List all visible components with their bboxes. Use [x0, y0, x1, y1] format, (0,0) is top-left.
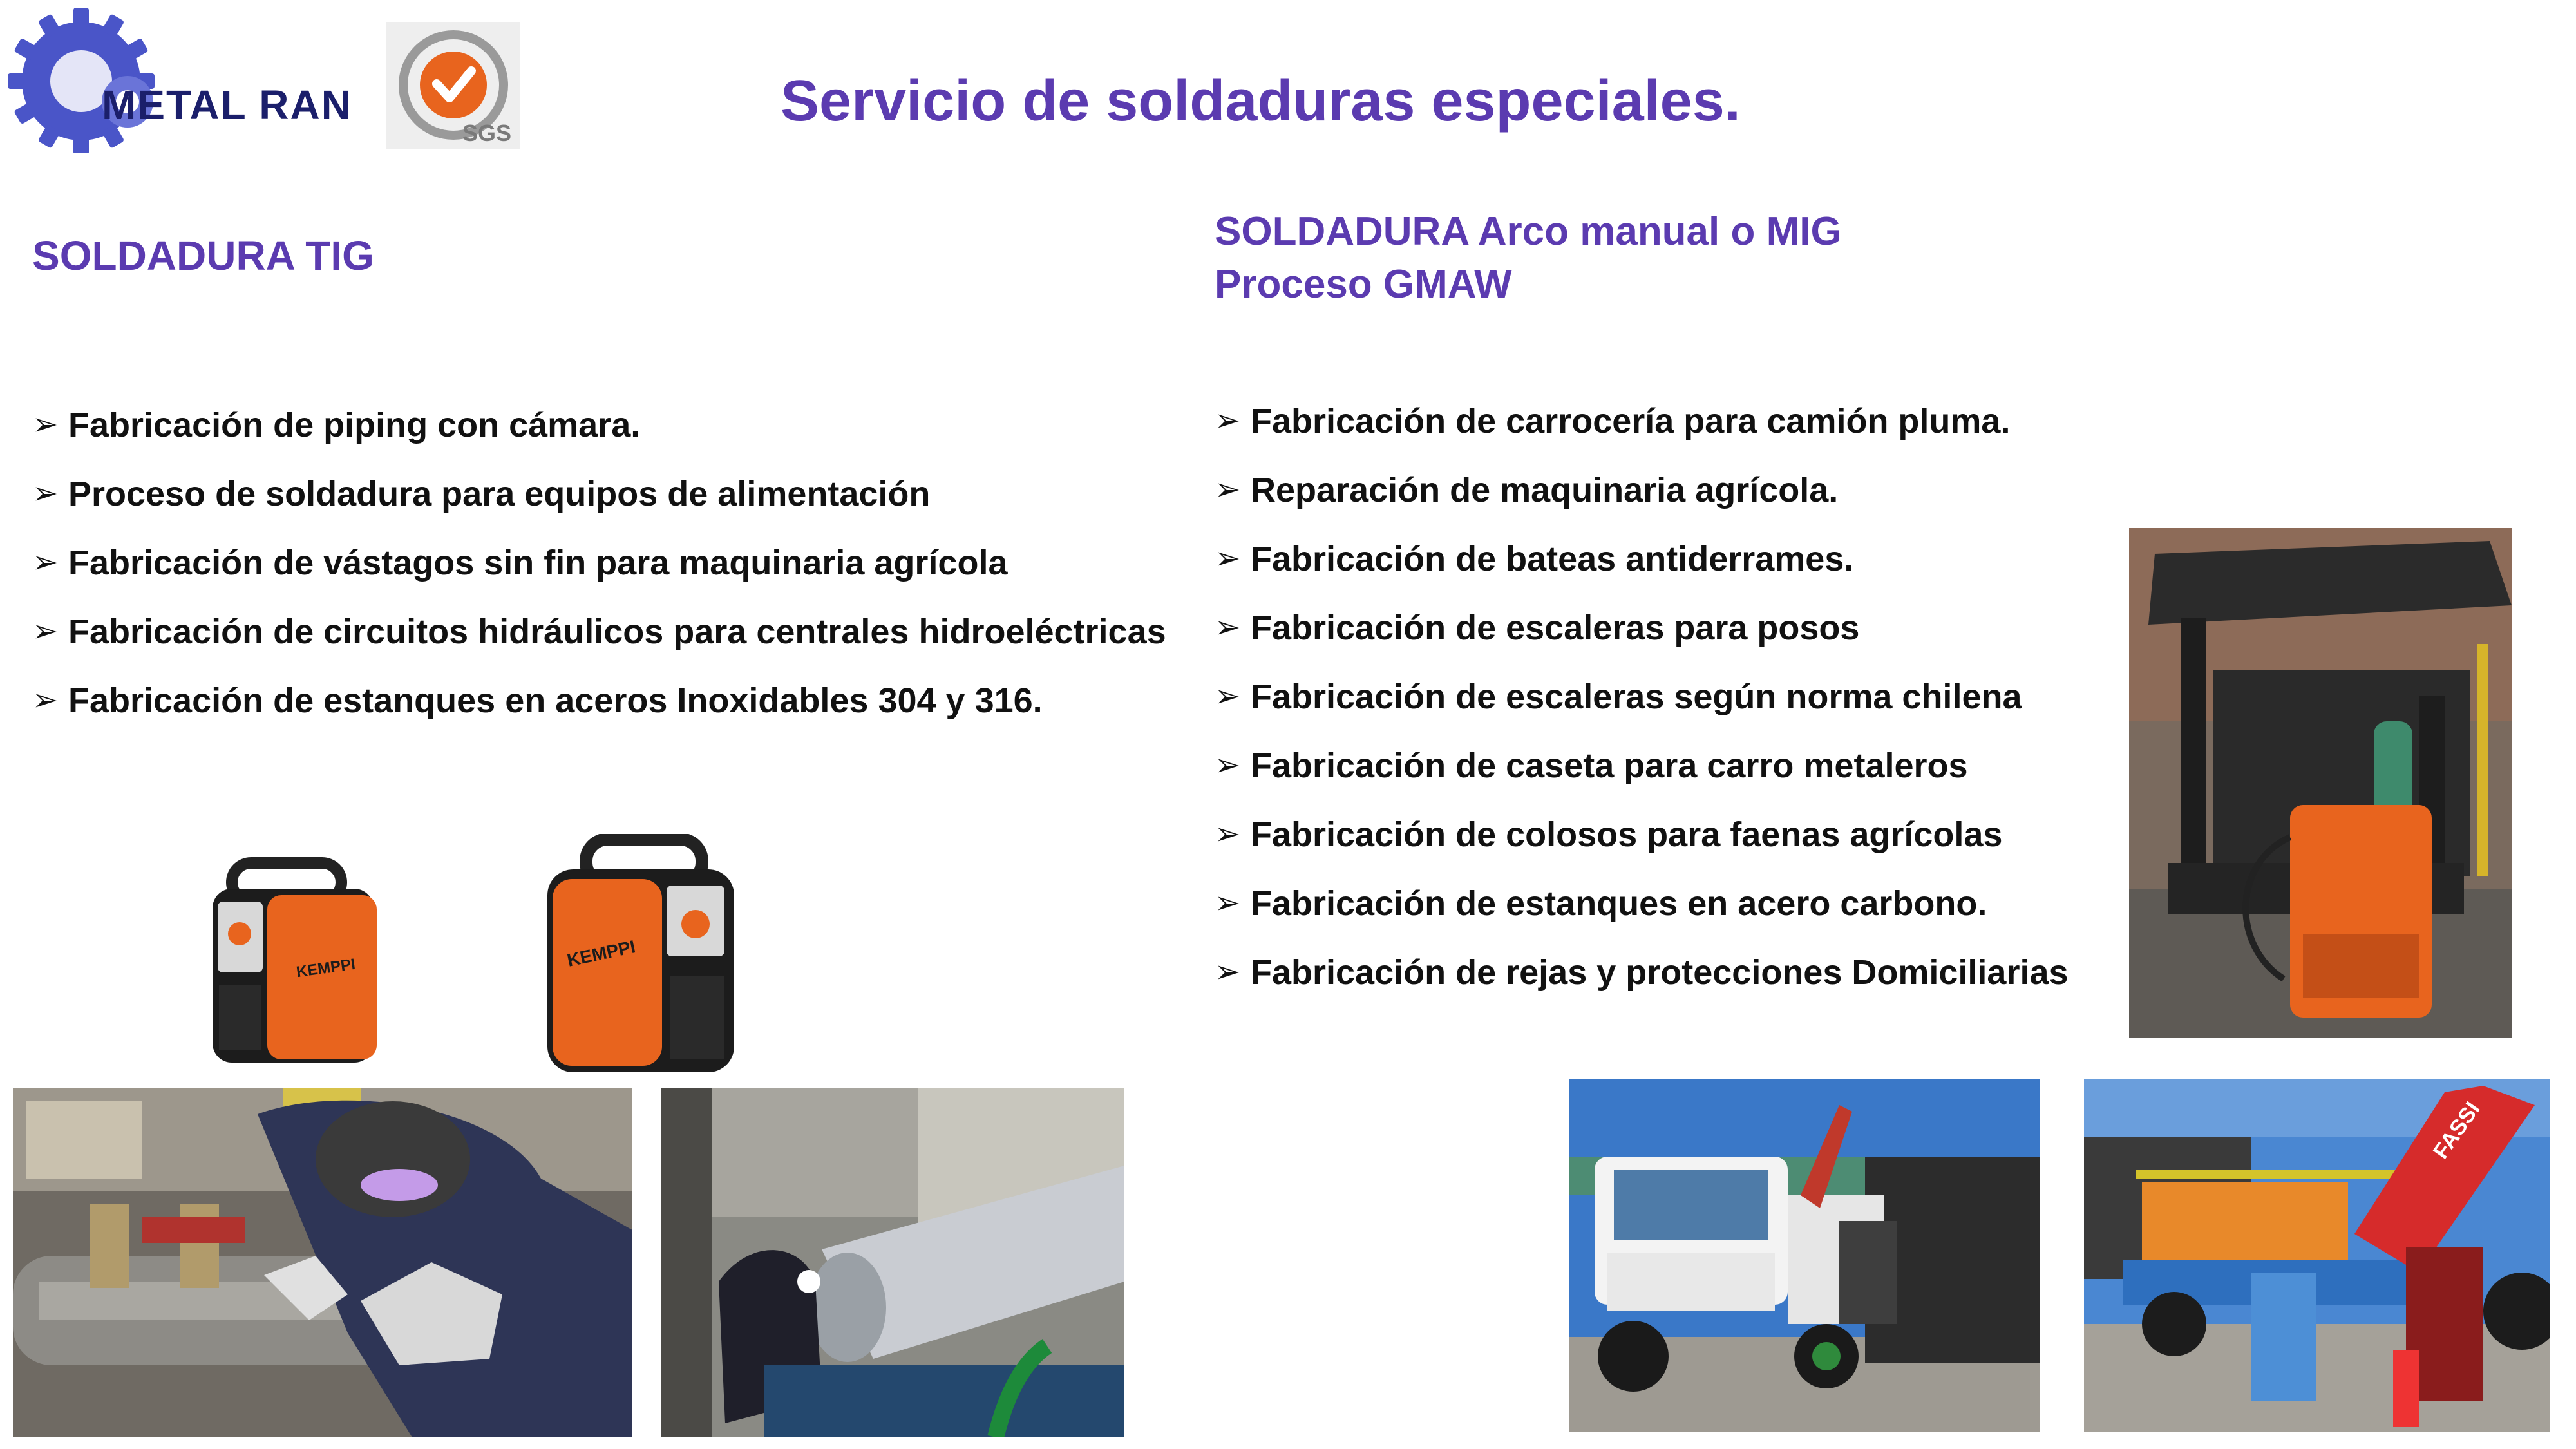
list-item: ➢ Fabricación de carrocería para camión pluma.: [1215, 401, 2011, 440]
list-item: ➢ Fabricación de escaleras según norma chilena: [1215, 677, 2022, 716]
list-item: ➢ Fabricación de colosos para faenas agrícolas: [1215, 815, 2003, 854]
mig-heading-line2: Proceso GMAW: [1215, 262, 1512, 307]
tig-welding-tube-photo: [661, 1088, 1124, 1437]
arrow-bullet-icon: ➢: [1215, 886, 1241, 920]
tig-welder-large-image: [541, 834, 741, 1079]
page-title: Servicio de soldaduras especiales.: [781, 69, 1741, 133]
sgs-certification-badge: [386, 22, 520, 149]
tig-services-list: [32, 390, 1166, 735]
crane-truck-front-photo: [1569, 1079, 2040, 1432]
list-item: ➢ Fabricación de estanques en acero carbono.: [1215, 884, 1987, 923]
list-item: ➢ Fabricación de circuitos hidráulicos para centrales hidroeléctricas: [32, 612, 1166, 651]
arrow-bullet-icon: ➢: [1215, 610, 1241, 645]
arrow-bullet-icon: ➢: [1215, 748, 1241, 782]
list-item: ➢ Fabricación de piping con cámara.: [32, 405, 641, 444]
list-item: ➢ Fabricación de vástagos sin fin para maquinaria agrícola: [32, 543, 1008, 582]
arrow-bullet-icon: ➢: [32, 545, 59, 580]
company-logo: [5, 5, 385, 153]
arrow-bullet-icon: ➢: [32, 407, 59, 442]
gear-logo-icon: [5, 5, 385, 153]
list-item: ➢ Fabricación de estanques en aceros Inoxidables 304 y 316.: [32, 681, 1043, 720]
arrow-bullet-icon: ➢: [32, 476, 59, 511]
company-logo-text: METAL RAN: [102, 82, 352, 128]
list-item: ➢ Proceso de soldadura para equipos de alimentación: [32, 474, 931, 513]
arrow-bullet-icon: ➢: [1215, 817, 1241, 851]
tig-welder-small-image: [206, 857, 386, 1069]
list-item: ➢ Reparación de maquinaria agrícola.: [1215, 470, 1839, 509]
kemppi-label: KEMPPI: [295, 955, 357, 981]
arrow-bullet-icon: ➢: [1215, 679, 1241, 714]
mig-heading-line1: SOLDADURA Arco manual o MIG: [1215, 209, 1842, 254]
fassi-label: FASSI: [2428, 1097, 2485, 1164]
crane-truck-side-photo: [2084, 1079, 2550, 1432]
list-item: ➢ Fabricación de escaleras para posos: [1215, 608, 1860, 647]
arrow-bullet-icon: ➢: [1215, 541, 1241, 576]
tig-welding-pipe-photo: [13, 1088, 632, 1437]
arrow-bullet-icon: ➢: [1215, 472, 1241, 507]
arrow-bullet-icon: ➢: [32, 614, 59, 649]
list-item: ➢ Fabricación de caseta para carro metaleros: [1215, 746, 1968, 785]
arrow-bullet-icon: ➢: [32, 683, 59, 717]
list-item: ➢ Fabricación de bateas antiderrames.: [1215, 539, 1854, 578]
kemppi-label: KEMPPI: [565, 936, 638, 971]
sgs-label: SGS: [462, 120, 511, 146]
arrow-bullet-icon: ➢: [1215, 954, 1241, 989]
mig-welder-cabin-photo: [2129, 528, 2512, 1038]
arrow-bullet-icon: ➢: [1215, 403, 1241, 438]
list-item: ➢ Fabricación de rejas y protecciones Domiciliarias: [1215, 952, 2069, 992]
mig-services-list: [1215, 386, 2069, 1007]
tig-heading: SOLDADURA TIG: [32, 232, 374, 279]
